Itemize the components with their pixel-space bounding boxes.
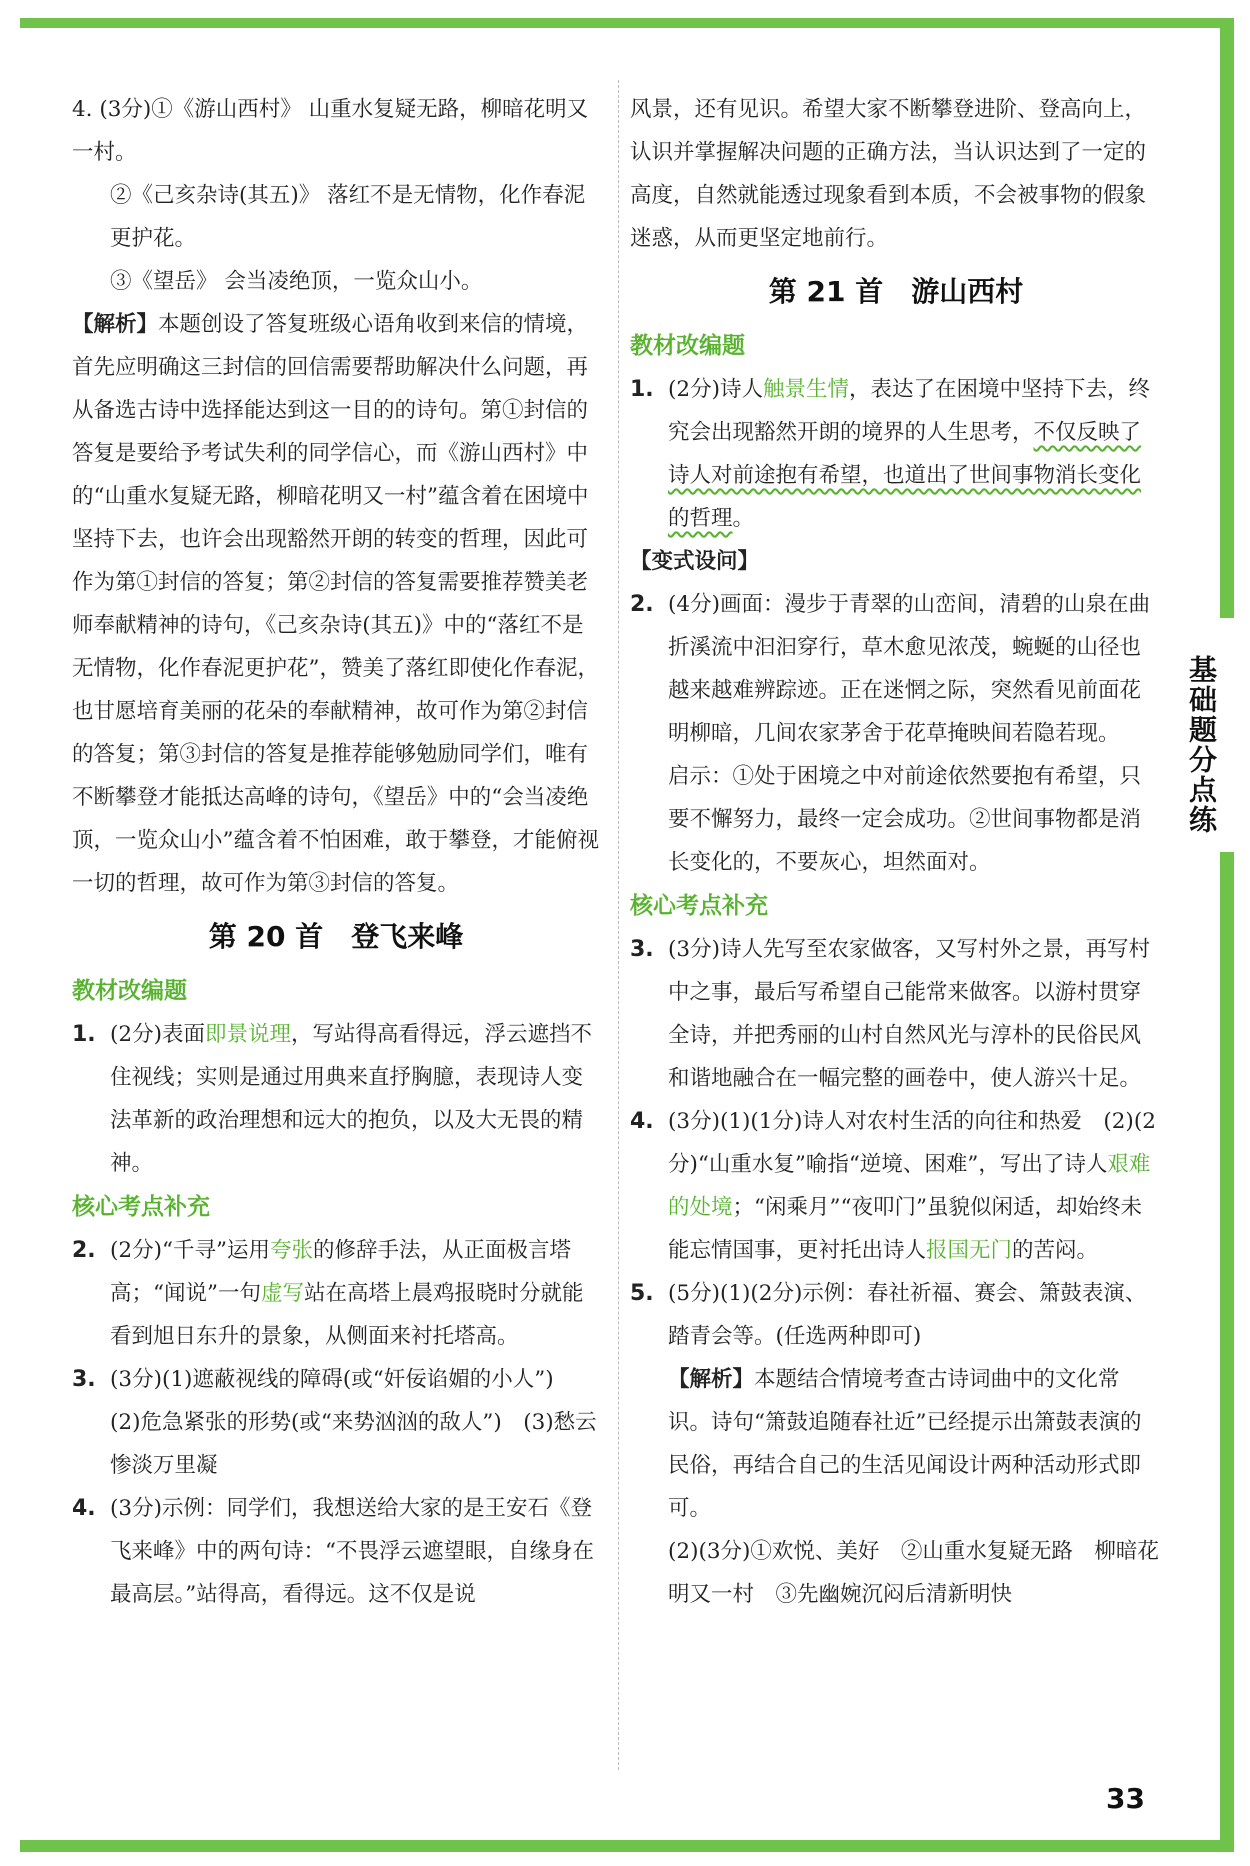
answer-text: 站在高塔上晨鸡报晓时分就能看到旭日东升的景象，从侧面来衬托塔高。 xyxy=(110,1281,584,1349)
highlight-keyword: 触景生情 xyxy=(762,377,849,402)
right-column xyxy=(630,88,1162,1616)
highlight-keyword: 虚写 xyxy=(260,1281,304,1306)
answer-text: (5分)(1)(2分)示例：春社祈福、赛会、箫鼓表演、踏青会等。(任选两种即可) xyxy=(668,1281,1147,1349)
column-divider xyxy=(618,80,620,1770)
question-number: 3. xyxy=(630,937,654,962)
question-item xyxy=(630,368,1162,540)
answer-text: (2分)表面 xyxy=(110,1022,205,1047)
section-heading: 教材改编题 xyxy=(630,333,745,359)
analysis-block xyxy=(72,303,600,905)
question-number: 1. xyxy=(630,377,654,402)
question-item xyxy=(630,928,1162,1100)
section-heading: 教材改编题 xyxy=(72,978,187,1004)
side-tab-label: 基础题分点练 xyxy=(1185,655,1218,835)
question-item xyxy=(72,1229,600,1358)
right-border-upper xyxy=(1220,18,1234,618)
page-number: 33 xyxy=(1106,1782,1145,1815)
question-item xyxy=(630,1100,1162,1272)
poem-title-20: 第 20 首 登飞来峰 xyxy=(208,920,464,953)
right-border-lower xyxy=(1220,852,1234,1852)
section-heading: 核心考点补充 xyxy=(630,893,768,919)
continued-text: 风景，还有见识。希望大家不断攀登进阶、登高向上，认识并掌握解决问题的正确方法，当认识达到了一定的高度，自然就能透过现象看到本质，不会被事物的假象迷惑，从而更坚定地前行。 xyxy=(630,97,1147,251)
wavy-underline-text: 不仅反映了诗人对前途抱有希望，也道出了世间事物消长变化的哲理 xyxy=(668,420,1142,531)
question-number: 3. xyxy=(72,1367,96,1392)
answer-text: (3分)(1)遮蔽视线的障碍(或“奸佞谄媚的小人”) (2)危急紧张的形势(或“来势汹汹的敌人”) (3)愁云惨淡万里凝 xyxy=(110,1367,597,1478)
answer-text: (2分)诗人 xyxy=(668,377,763,402)
answer-text: (3分)诗人先写至农家做客，又写村外之景，再写村中之事，最后写希望自己能常来做客。以游村贯穿全诗，并把秀丽的山村自然风光与淳朴的民俗民风和谐地融合在一幅完整的画卷中，使人游兴十足。 xyxy=(668,937,1150,1091)
variant-heading: 【变式设问】 xyxy=(630,549,760,574)
bottom-border xyxy=(20,1840,1230,1852)
answer-text: (3分)(1)(1分)诗人对农村生活的向往和热爱 (2)(2分)“山重水复”喻指“逆境、困难”，写出了诗人 xyxy=(668,1109,1156,1177)
answer-text: 。 xyxy=(732,506,755,531)
question-number: 2. xyxy=(72,1238,96,1263)
analysis-tag: 【解析】 xyxy=(668,1367,755,1392)
analysis-tag: 【解析】 xyxy=(72,312,159,337)
answer-text: ；“闲乘月”“夜叩门”虽貌似闲适，却始终未能忘情国事，更衬托出诗人 xyxy=(668,1195,1142,1263)
answer-4-line-2: ②《己亥杂诗(其五)》 落红不是无情物，化作春泥更护花。 xyxy=(110,183,586,251)
highlight-keyword: 艰难的处境 xyxy=(668,1152,1151,1220)
highlight-keyword: 即景说理 xyxy=(204,1022,291,1047)
question-item xyxy=(72,1358,600,1487)
answer-text: (3分)示例：同学们，我想送给大家的是王安石《登飞来峰》中的两句诗：“不畏浮云遮望眼，自缘身在最高层。”站得高，看得远。这不仅是说 xyxy=(110,1496,594,1607)
answer-text: 的苦闷。 xyxy=(1012,1238,1099,1263)
answer-text: ，表达了在困境中坚持下去，终究会出现豁然开朗的境界的人生思考， xyxy=(668,377,1150,445)
question-number: 4. xyxy=(72,1496,96,1521)
question-number: 1. xyxy=(72,1022,96,1047)
highlight-keyword: 报国无门 xyxy=(926,1238,1013,1263)
answer-4-line-3: ③《望岳》 会当凌绝顶，一览众山小。 xyxy=(110,269,483,294)
side-tab xyxy=(1168,640,1234,850)
answer-text: 启示：①处于困境之中对前途依然要抱有希望，只要不懈努力，最终一定会成功。②世间事物都是消长变化的，不要灰心，坦然面对。 xyxy=(668,764,1142,875)
answer-4-line-1: 4. (3分)①《游山西村》 山重水复疑无路，柳暗花明又一村。 xyxy=(72,97,589,165)
answer-text: 的修辞手法，从正面极言塔高；“闻说”一句 xyxy=(110,1238,571,1306)
question-number: 4. xyxy=(630,1109,654,1134)
question-item xyxy=(630,1272,1162,1358)
section-heading: 核心考点补充 xyxy=(72,1194,210,1220)
top-border xyxy=(20,18,1230,28)
answer-text: (4分)画面：漫步于青翠的山峦间，清碧的山泉在曲折溪流中汩汩穿行，草木愈见浓茂，蜿蜒的山径也越来越难辨踪迹。正在迷惘之际，突然看见前面花明柳暗，几间农家茅舍于花草掩映间若隐若现。 xyxy=(668,592,1150,746)
question-item xyxy=(72,1487,600,1616)
poem-title-21: 第 21 首 游山西村 xyxy=(768,275,1024,308)
answer-text: ，写站得高看得远，浮云遮挡不住视线；实则是通过用典来直抒胸臆，表现诗人变法革新的政治理想和远大的抱负，以及大无畏的精神。 xyxy=(110,1022,592,1176)
analysis-block xyxy=(630,1358,1162,1530)
question-number: 5. xyxy=(630,1281,654,1306)
answer-text: (2)(3分)①欢悦、美好 ②山重水复疑无路 柳暗花明又一村 ③先幽婉沉闷后清新明快 xyxy=(668,1539,1159,1607)
highlight-keyword: 夸张 xyxy=(269,1238,313,1263)
question-item xyxy=(72,1013,600,1185)
answer-text: (2分)“千寻”运用 xyxy=(110,1238,270,1263)
analysis-text: 本题创设了答复班级心语角收到来信的情境，首先应明确这三封信的回信需要帮助解决什么问题，再从备选古诗中选择能达到这一目的的诗句。第①封信的答复是要给予考试失利的同学信心，而《游山西村》中的“山重水复疑无路，柳暗花明又一村”蕴含着在困境中坚持下去，也许会出现豁然开朗的转变的哲理，因此可作为第①封信的答复；第②封信的答复需要推荐赞美老师奉献精神的诗句，《己亥杂诗(其五)》中的“落红不是无情物，化作春泥更护花”，赞美了落红即使化作春泥，也甘愿培育美丽的花朵的奉献精神，故可作为第②封信的答复；第③封信的答复是推荐能够勉励同学们，唯有不断攀登才能抵达高峰的诗句，《望岳》中的“会当凌绝顶，一览众山小”蕴含着不怕困难，敢于攀登，才能俯视一切的哲理，故可作为第③封信的答复。 xyxy=(72,312,599,896)
question-item xyxy=(630,583,1162,755)
analysis-text: 本题结合情境考查古诗词曲中的文化常识。诗句“箫鼓追随春社近”已经提示出箫鼓表演的民俗，再结合自己的生活见闻设计两种活动形式即可。 xyxy=(668,1367,1142,1521)
left-column xyxy=(72,88,600,1616)
question-number: 2. xyxy=(630,592,654,617)
